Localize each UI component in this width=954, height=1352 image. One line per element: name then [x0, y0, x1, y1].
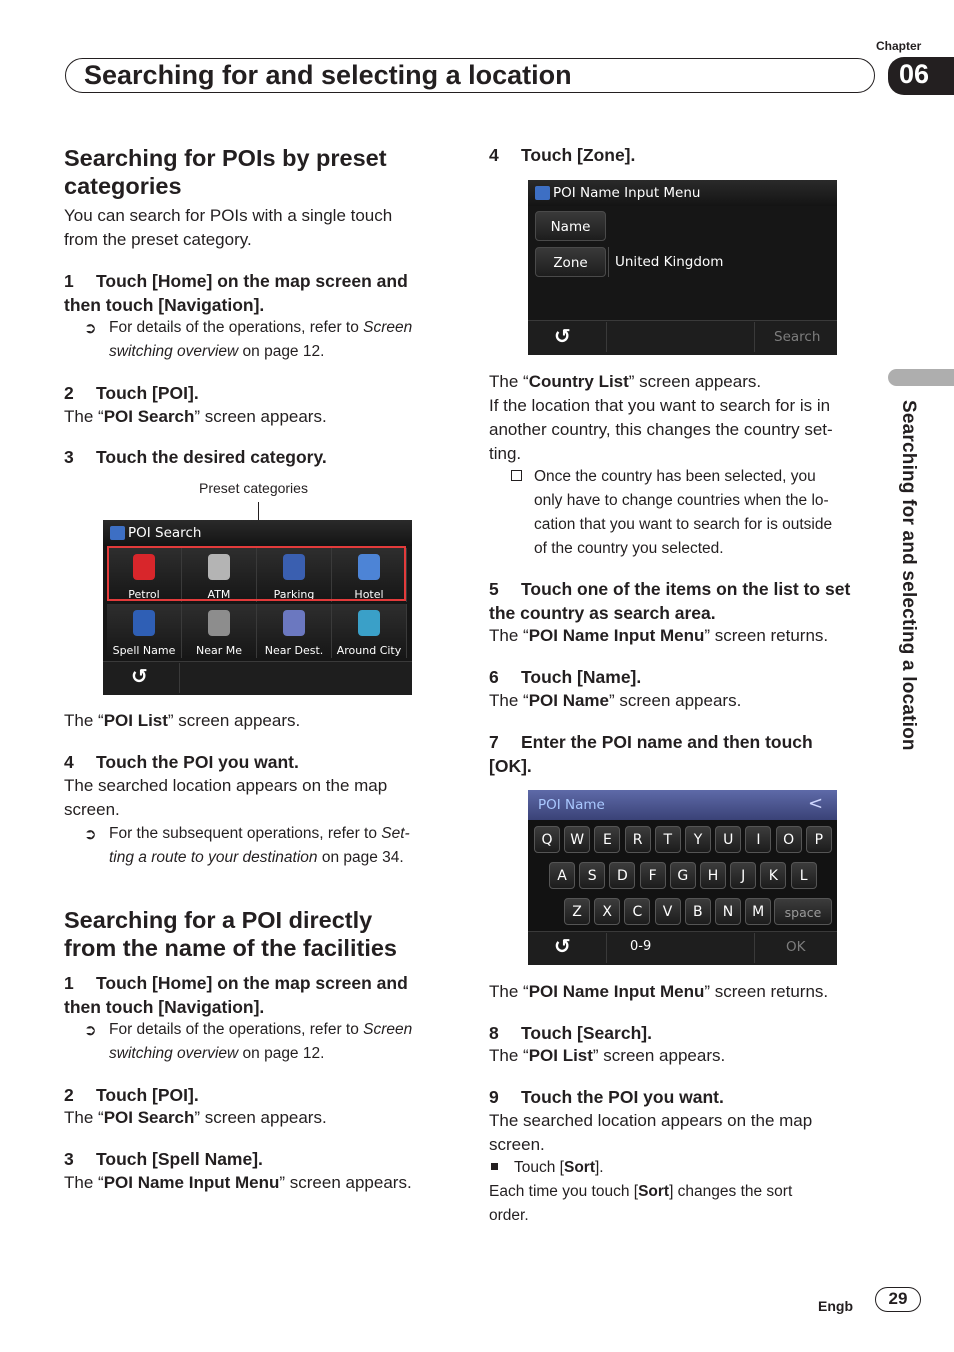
screen-title-bar: POI Name Input Menu	[528, 180, 837, 206]
step-text: Touch [Home] on the map screen and	[96, 271, 408, 291]
step-c9-result: The searched location appears on the map screen.	[489, 1111, 813, 1154]
step-1-note: For details of the operations, refer to Screen switching overview on page 12.	[109, 319, 413, 360]
section-title-direct: Searching for a POI directly from the name of the facilities	[64, 907, 397, 961]
side-tab-marker	[888, 369, 954, 386]
city-icon	[358, 610, 380, 636]
zone-value: United Kingdom	[608, 247, 832, 277]
page-number: 29	[875, 1287, 921, 1312]
search-button[interactable]: Search	[774, 329, 821, 345]
preset-categories-highlight	[107, 546, 406, 601]
tile-around-city[interactable]: Around City	[332, 604, 407, 658]
step-text: then touch [Navigation].	[64, 295, 265, 315]
key-p[interactable]: P	[806, 826, 832, 853]
tile-spell-name[interactable]: Spell Name	[107, 604, 182, 658]
arrow-icon: ➲	[84, 1022, 97, 1039]
step-c4-note: Once the country has been selected, you only have to change countries when the lo- cation that you want to search for is outside of the country you selected.	[534, 468, 833, 557]
key-x[interactable]: X	[594, 898, 620, 925]
key-l[interactable]: L	[791, 862, 817, 889]
back-icon[interactable]: ↺	[554, 324, 571, 348]
near-me-icon	[208, 610, 230, 636]
back-icon[interactable]: ↺	[131, 664, 148, 688]
section-title-line: Searching for POIs by preset	[64, 145, 387, 171]
step-number: 1	[64, 271, 74, 291]
space-key[interactable]: space	[774, 898, 832, 925]
step-c4-result: The “Country List” screen appears.	[489, 372, 762, 391]
step-c7: 7 Enter the POI name and then touch [OK].	[489, 732, 813, 776]
section-title-line: categories	[64, 173, 182, 199]
step-b1-note: For details of the operations, refer to Screen switching overview on page 12.	[109, 1021, 413, 1062]
key-w[interactable]: W	[564, 826, 590, 853]
step-1	[64, 269, 408, 317]
key-s[interactable]: S	[579, 862, 605, 889]
key-d[interactable]: D	[609, 862, 635, 889]
key-o[interactable]: O	[776, 826, 802, 853]
page-title: Searching for and selecting a location	[84, 60, 572, 90]
step-3-result: The “POI List” screen appears.	[64, 711, 301, 730]
name-input-field[interactable]	[528, 790, 837, 820]
step-4: 4 Touch the POI you want.	[64, 752, 299, 772]
step-c7-result: The “POI Name Input Menu” screen returns.	[489, 982, 829, 1001]
key-c[interactable]: C	[624, 898, 650, 925]
chapter-label: Chapter	[876, 39, 922, 53]
section-intro	[64, 204, 392, 252]
tile-atm[interactable]: ATM	[182, 548, 257, 602]
key-t[interactable]: T	[655, 826, 681, 853]
key-k[interactable]: K	[760, 862, 786, 889]
step-3: 3 Touch the desired category.	[64, 447, 327, 467]
step-2: 2 Touch [POI].	[64, 383, 199, 403]
poi-name-keyboard-screenshot	[528, 790, 837, 965]
language-code: Engb	[818, 1298, 853, 1314]
divider	[179, 663, 180, 693]
divider	[754, 933, 755, 963]
key-e[interactable]: E	[594, 826, 620, 853]
chapter-number: 06	[899, 59, 930, 89]
step-c6: 6 Touch [Name].	[489, 667, 642, 687]
key-i[interactable]: I	[745, 826, 771, 853]
intro-line: You can search for POIs with a single touch	[64, 206, 393, 225]
step-c5: 5 Touch one of the items on the list to set the country as search area.	[489, 579, 851, 623]
key-q[interactable]: Q	[534, 826, 560, 853]
sort-bullet: Touch [Sort].	[514, 1159, 604, 1176]
divider	[606, 933, 607, 963]
tile-parking[interactable]: Parking	[257, 548, 332, 602]
tile-near-dest[interactable]: Near Dest.	[257, 604, 332, 658]
poi-search-screenshot	[103, 520, 412, 695]
key-r[interactable]: R	[625, 826, 651, 853]
tile-near-me[interactable]: Near Me	[182, 604, 257, 658]
tile-petrol[interactable]: Petrol	[107, 548, 182, 602]
step-c5-result: The “POI Name Input Menu” screen returns.	[489, 626, 829, 645]
key-g[interactable]: G	[670, 862, 696, 889]
flag-icon	[283, 610, 305, 636]
step-b2-result: The “POI Search” screen appears.	[64, 1108, 327, 1127]
input-label: POI Name	[538, 797, 605, 813]
step-b2: 2 Touch [POI].	[64, 1085, 199, 1105]
screen-title-bar	[103, 520, 412, 546]
backspace-icon[interactable]: <	[808, 793, 824, 814]
key-m[interactable]: M	[745, 898, 771, 925]
key-b[interactable]: B	[685, 898, 711, 925]
tile-hotel[interactable]: Hotel	[332, 548, 407, 602]
step-b3: 3 Touch [Spell Name].	[64, 1149, 263, 1169]
key-a[interactable]: A	[549, 862, 575, 889]
key-n[interactable]: N	[715, 898, 741, 925]
intro-line: from the preset category.	[64, 230, 252, 249]
screen-title: POI Search	[128, 525, 202, 541]
step-4-note: For the subsequent operations, refer to Set- ting a route to your destination on page 34.	[109, 825, 410, 866]
side-tab-label: Searching for and selecting a location	[898, 400, 919, 751]
key-j[interactable]: J	[730, 862, 756, 889]
figure-caption: Preset categories	[199, 480, 308, 496]
step-c8: 8 Touch [Search].	[489, 1023, 652, 1043]
sort-explanation: Each time you touch [Sort] changes the sort order.	[489, 1183, 793, 1224]
zone-button[interactable]: Zone	[535, 247, 606, 277]
ok-button[interactable]: OK	[786, 939, 806, 955]
note-checkbox-icon	[511, 470, 522, 481]
key-f[interactable]: F	[640, 862, 666, 889]
key-y[interactable]: Y	[685, 826, 711, 853]
step-c9: 9 Touch the POI you want.	[489, 1087, 724, 1107]
divider	[754, 322, 755, 352]
arrow-icon: ➲	[84, 826, 97, 843]
poi-app-icon	[110, 526, 125, 540]
section-title-preset	[64, 144, 387, 200]
arrow-icon: ➲	[84, 320, 97, 337]
poi-app-icon	[535, 186, 550, 200]
screen-bottom-bar	[103, 661, 412, 695]
bullet-icon	[491, 1163, 498, 1170]
step-c8-result: The “POI List” screen appears.	[489, 1046, 726, 1065]
key-z[interactable]: Z	[564, 898, 590, 925]
divider	[606, 322, 607, 352]
back-icon[interactable]: ↺	[554, 934, 571, 958]
page-title-bar	[65, 58, 875, 93]
step-2-result: The “POI Search” screen appears.	[64, 407, 327, 426]
numbers-button[interactable]: 0-9	[630, 939, 652, 954]
step-c6-result: The “POI Name” screen appears.	[489, 691, 742, 710]
step-c4-explanation: If the location that you want to search for is in another country, this changes the country set- ting.	[489, 396, 833, 463]
step-b3-result: The “POI Name Input Menu” screen appears.	[64, 1173, 412, 1192]
key-u[interactable]: U	[715, 826, 741, 853]
key-h[interactable]: H	[700, 862, 726, 889]
poi-name-input-menu-screenshot	[528, 180, 837, 355]
step-4-result: The searched location appears on the map screen.	[64, 776, 388, 819]
abc-icon	[133, 610, 155, 636]
key-v[interactable]: V	[655, 898, 681, 925]
chapter-tab	[888, 57, 954, 95]
step-b1: 1 Touch [Home] on the map screen and then touch [Navigation].	[64, 973, 408, 1017]
step-c4: 4 Touch [Zone].	[489, 145, 636, 165]
name-button[interactable]: Name	[535, 211, 606, 241]
